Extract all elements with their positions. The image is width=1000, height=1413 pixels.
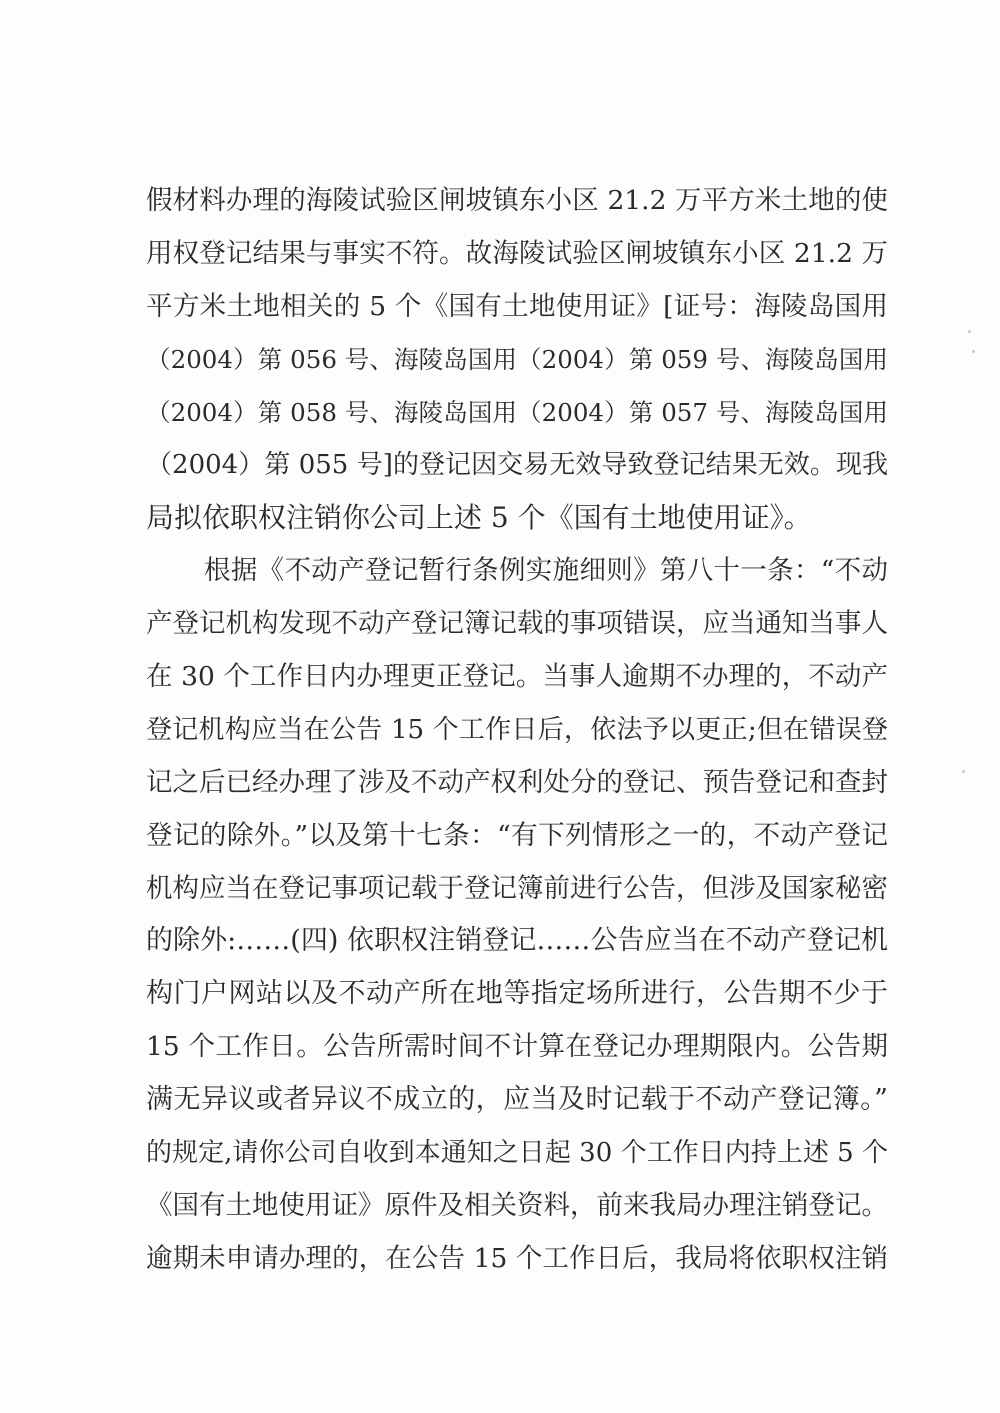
text-line: 平方米土地相关的 5 个《国有土地使用证》[证号：海陵岛国用 <box>146 290 888 322</box>
text-line: 在 30 个工作日内办理更正登记。当事人逾期不办理的，不动产 <box>146 661 888 693</box>
text-line: 记之后已经办理了涉及不动产权利处分的登记、预告登记和查封 <box>146 766 888 798</box>
text-line: 假材料办理的海陵试验区闸坡镇东小区 21.2 万平方米土地的使 <box>146 185 888 216</box>
paragraph-start-line: 根据《不动产登记暂行条例实施细则》第八十一条：“不动 <box>204 555 888 587</box>
text-line: 登记的除外。”以及第十七条：“有下列情形之一的，不动产登记 <box>146 819 888 851</box>
text-line: 用权登记结果与事实不符。故海陵试验区闸坡镇东小区 21.2 万 <box>146 237 888 269</box>
text-line: 构门户网站以及不动产所在地等指定场所进行，公告期不少于 <box>146 978 888 1010</box>
text-line: 登记机构应当在公告 15 个工作日后，依法予以更正;但在错误登 <box>146 714 888 745</box>
text-line: 15 个工作日。公告所需时间不计算在登记办理期限内。公告期 <box>146 1031 888 1063</box>
scan-speck <box>972 350 975 353</box>
text-line: （2004）第 056 号、海陵岛国用（2004）第 059 号、海陵岛国用 <box>146 344 888 374</box>
text-line: 局拟依职权注销你公司上述 5 个《国有土地使用证》。 <box>146 501 812 535</box>
body-text <box>146 175 888 1286</box>
text-line: 的规定,请你公司自收到本通知之日起 30 个工作日内持上述 5 个 <box>146 1138 888 1169</box>
text-line: 《国有土地使用证》原件及相关资料，前来我局办理注销登记。 <box>146 1189 888 1221</box>
text-line: 满无异议或者异议不成立的，应当及时记载于不动产登记簿。” <box>146 1084 888 1116</box>
scan-speck <box>962 770 965 773</box>
text-line: 逾期未申请办理的，在公告 15 个工作日后，我局将依职权注销 <box>146 1242 888 1274</box>
text-line: 产登记机构发现不动产登记簿记载的事项错误，应当通知当事人 <box>146 608 888 640</box>
scan-speck <box>968 330 971 333</box>
text-line: （2004）第 058 号、海陵岛国用（2004）第 057 号、海陵岛国用 <box>146 397 888 427</box>
text-line: 的除外:……(四) 依职权注销登记……公告应当在不动产登记机 <box>146 925 888 957</box>
text-line: 机构应当在登记事项记载于登记簿前进行公告，但涉及国家秘密 <box>146 872 888 904</box>
text-line: （2004）第 055 号]的登记因交易无效导致登记结果无效。现我 <box>146 450 888 481</box>
